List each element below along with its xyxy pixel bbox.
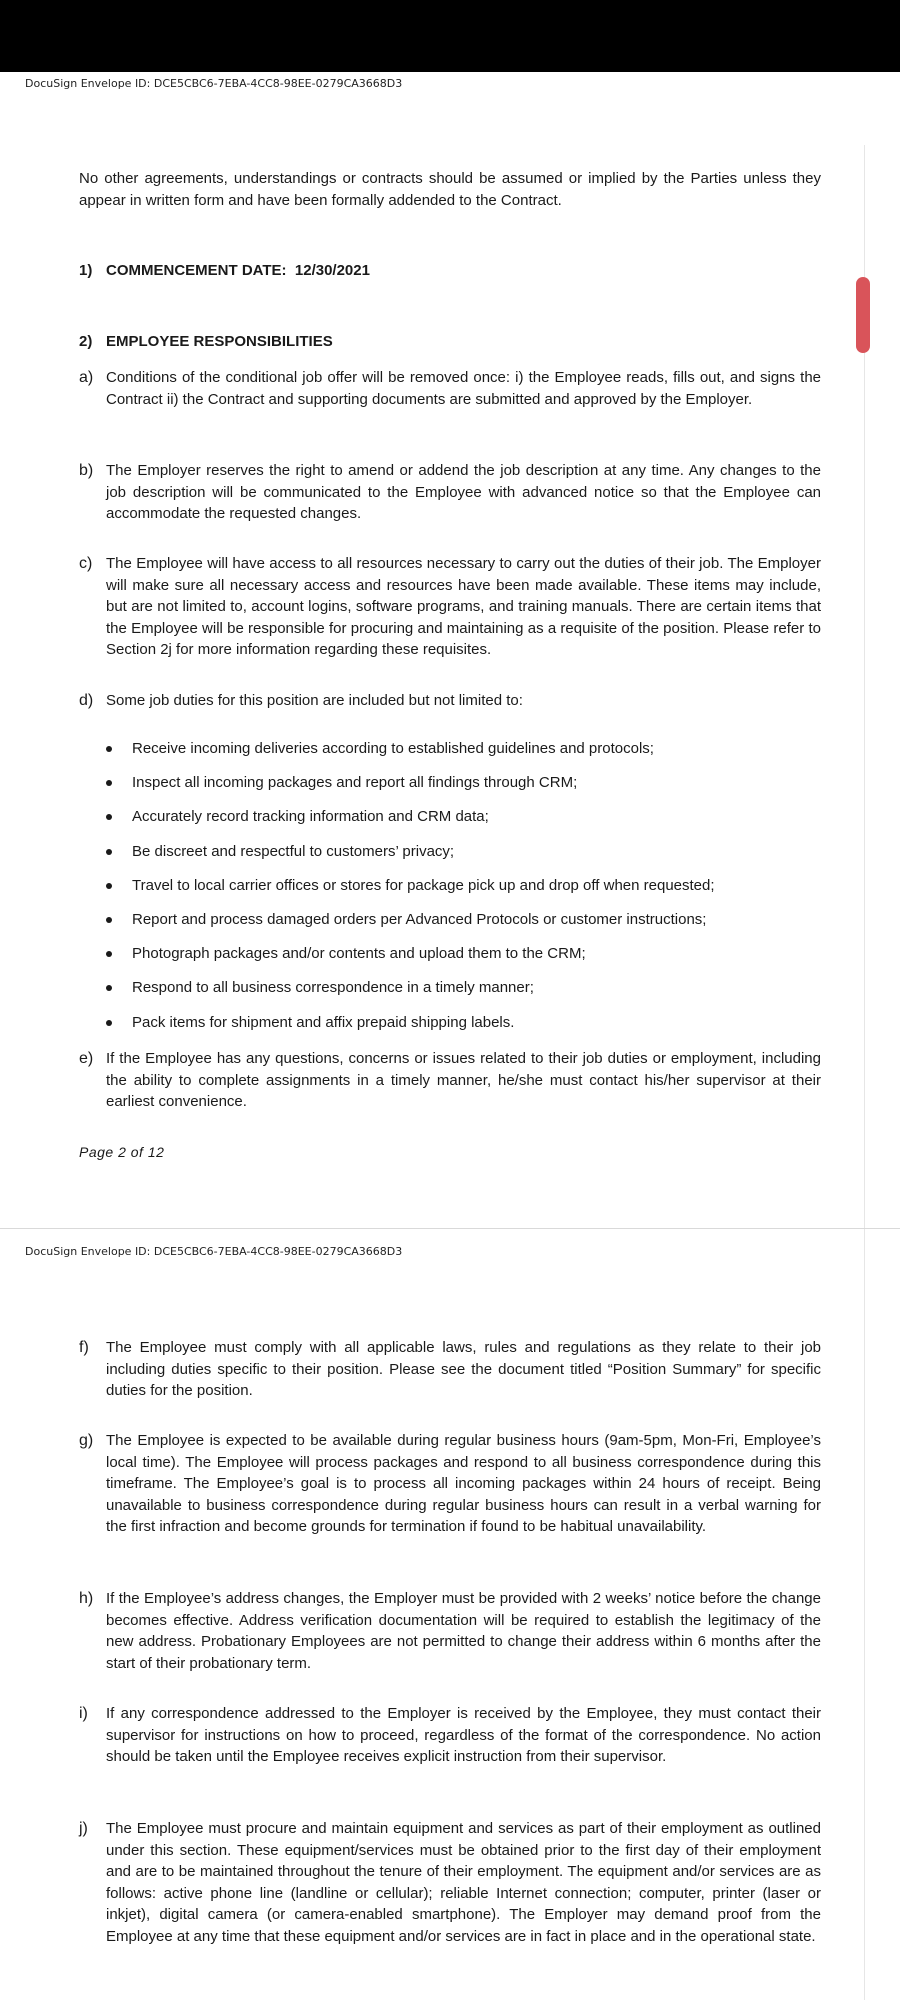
list-item <box>106 977 715 1011</box>
section-employee-responsibilities <box>79 333 333 350</box>
clause-f <box>79 1337 821 1402</box>
duty-text: Respond to all business correspondence in a timely manner; <box>132 979 534 997</box>
clause-label: g) <box>79 1432 94 1449</box>
list-item <box>106 841 715 875</box>
clause-text: Some job duties for this position are included but not limited to: <box>106 692 523 709</box>
duty-text: Photograph packages and/or contents and upload them to the CRM; <box>132 945 586 963</box>
bullet-icon <box>106 780 112 786</box>
clause-label: f) <box>79 1339 89 1356</box>
section-title: EMPLOYEE RESPONSIBILITIES <box>106 333 333 350</box>
clause-text: Conditions of the conditional job offer will be removed once: i) the Employee reads, fills out, and signs the Contract ii) the Contract and supporting documents are submitted and approved by the Employer. <box>106 369 821 408</box>
envelope-id: DocuSign Envelope ID: DCE5CBC6-7EBA-4CC8-98EE-0279CA3668D3 <box>25 1245 403 1258</box>
list-item <box>106 806 715 840</box>
clause-text: The Employer reserves the right to amend or addend the job description at any time. Any changes to the job description will be communicated to the Employee with advanced notice so that the Employee can accommodate the requested changes. <box>106 462 821 522</box>
clause-text: If the Employee has any questions, concerns or issues related to their job duties or employment, including the ability to complete assignments in a timely manner, he/she must contact his/her supervisor at their earliest convenience. <box>106 1050 821 1110</box>
clause-label: c) <box>79 555 93 572</box>
page-right-edge <box>864 145 865 2000</box>
bullet-icon <box>106 849 112 855</box>
page-number: Page 2 of 12 <box>79 1144 165 1160</box>
clause-text: The Employee must comply with all applicable laws, rules and regulations as they relate to their job including duties specific to their position. Please see the document titled “Position Summary” for specific duties for the position. <box>106 1339 821 1399</box>
clause-e <box>79 1048 821 1113</box>
clause-text: If any correspondence addressed to the Employer is received by the Employee, they must contact their supervisor for instructions on how to proceed, regardless of the format of the correspondence. No action should be taken until the Employee receives explicit instruction from their supervisor. <box>106 1705 821 1765</box>
list-item <box>106 1012 715 1046</box>
bullet-icon <box>106 883 112 889</box>
clause-text: The Employee will have access to all resources necessary to carry out the duties of their job. The Employer will make sure all necessary access and resources have been made available. These items may include, but are not limited to, account logins, software programs, and training manuals. There are certain items that the Employee will be responsible for procuring and maintaining as a requisite of the position. Please refer to Section 2j for more information regarding these requisites. <box>106 555 821 658</box>
duty-text: Accurately record tracking information and CRM data; <box>132 808 489 826</box>
section-commencement-date <box>79 262 370 279</box>
clause-d <box>79 690 821 712</box>
clause-b <box>79 460 821 525</box>
clause-h <box>79 1588 821 1674</box>
clause-label: d) <box>79 692 94 709</box>
clause-label: a) <box>79 369 94 386</box>
section-number: 2) <box>79 333 93 350</box>
clause-text: If the Employee’s address changes, the Employer must be provided with 2 weeks’ notice before the change becomes effective. Address verification documentation will be required to establish the legitimacy of the new address. Probationary Employees are not permitted to change their address within 6 months after the start of their probationary term. <box>106 1590 821 1672</box>
clause-text: The Employee must procure and maintain equipment and services as part of their employment as outlined under this section. These equipment/services must be obtained prior to the first day of their employment and are to be maintained throughout the tenure of their employment. The equipment and/or services are as follows: active phone line (landline or cellular); reliable Internet connection; computer, printer (laser or inkjet), digital camera (or camera-enabled smartphone). The Employer may demand proof from the Employee at any time that these equipment and/or services are in fact in place and in the operational state. <box>106 1820 821 1945</box>
clause-j <box>79 1818 821 1947</box>
clause-label: h) <box>79 1590 94 1607</box>
commencement-date: 12/30/2021 <box>294 262 370 279</box>
envelope-id: DocuSign Envelope ID: DCE5CBC6-7EBA-4CC8-98EE-0279CA3668D3 <box>25 77 403 90</box>
job-duties-list <box>106 738 715 1046</box>
duty-text: Receive incoming deliveries according to established guidelines and protocols; <box>132 740 654 757</box>
duty-text: Inspect all incoming packages and report all findings through CRM; <box>132 774 578 792</box>
list-item <box>106 772 715 806</box>
clause-a <box>79 367 821 410</box>
section-number: 1) <box>79 262 93 279</box>
list-item <box>106 875 715 909</box>
list-item <box>106 909 715 943</box>
bullet-icon <box>106 1020 112 1026</box>
list-item <box>106 738 715 772</box>
clause-label: j) <box>79 1820 88 1837</box>
duty-text: Pack items for shipment and affix prepaid shipping labels. <box>132 1013 515 1031</box>
top-black-bar <box>0 0 900 72</box>
clause-label: b) <box>79 462 94 479</box>
clause-label: i) <box>79 1705 88 1722</box>
bullet-icon <box>106 917 112 923</box>
clause-text: The Employee is expected to be available during regular business hours (9am-5pm, Mon-Fri, Employee’s local time). The Employee will process packages and respond to all business correspondence during this timeframe. The Employee’s goal is to process all incoming packages within 24 hours of receipt. Being unavailable to business correspondence during regular business hours can result in a verbal warning for the first infraction and become grounds for termination if found to be habitual unavailability. <box>106 1432 821 1535</box>
list-item <box>106 943 715 977</box>
scrollbar-thumb[interactable] <box>856 277 870 353</box>
bullet-icon <box>106 951 112 957</box>
clause-g <box>79 1430 821 1538</box>
clause-c <box>79 553 821 661</box>
bullet-icon <box>106 814 112 820</box>
clause-label: e) <box>79 1050 94 1067</box>
duty-text: Be discreet and respectful to customers’ privacy; <box>132 842 455 860</box>
intro-paragraph: No other agreements, understandings or contracts should be assumed or implied by the Parties unless they appear in written form and have been formally addended to the Contract. <box>79 170 821 209</box>
duty-text: Report and process damaged orders per Advanced Protocols or customer instructions; <box>132 910 707 928</box>
clause-i <box>79 1703 821 1768</box>
page-separator <box>0 1228 900 1229</box>
bullet-icon <box>106 985 112 991</box>
section-label: COMMENCEMENT DATE: <box>106 262 287 279</box>
duty-text: Travel to local carrier offices or stores for package pick up and drop off when requested; <box>132 876 715 894</box>
bullet-icon <box>106 746 112 752</box>
